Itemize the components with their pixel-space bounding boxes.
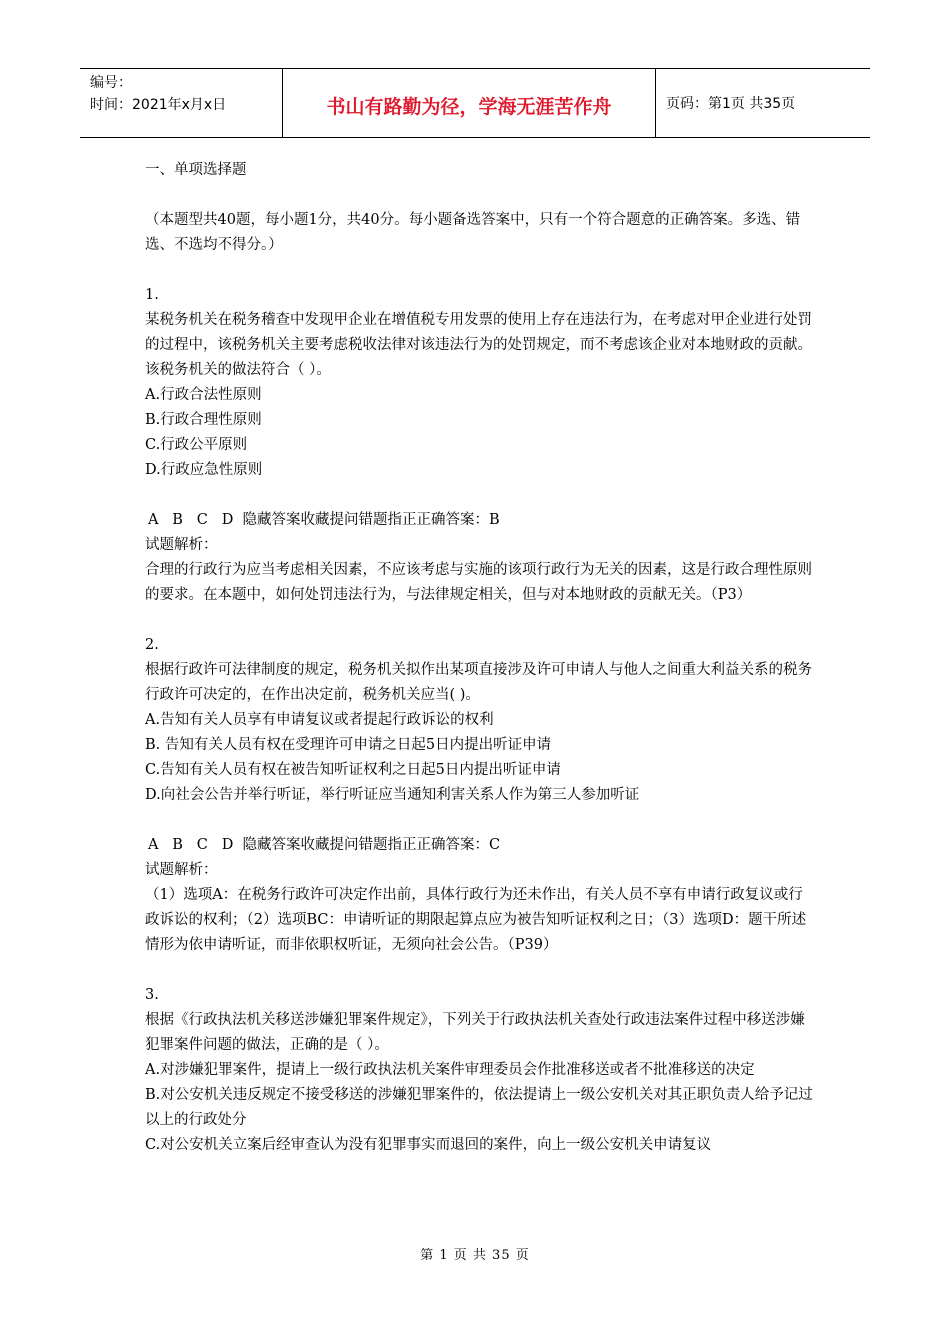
option-b: B.对公安机关违反规定不接受移送的涉嫌犯罪案件的，依法提请上一级公安机关对其正职负责人给予记过以上的行政处分	[145, 1087, 813, 1128]
option-d: D.行政应急性原则	[145, 462, 263, 478]
option-c: C.对公安机关立案后经审查认为没有犯罪事实而退回的案件，向上一级公安机关申请复议	[145, 1137, 712, 1153]
motto: 书山有路勤为径，学海无涯苦作舟	[283, 69, 656, 137]
option-d: D.向社会公告并举行听证，举行听证应当通知利害关系人作为第三人参加听证	[145, 787, 640, 803]
page-info: 页码：第1页 共35页	[666, 96, 796, 112]
question-number: 1.	[145, 287, 159, 303]
page-header	[80, 68, 870, 138]
question-3	[145, 983, 813, 1158]
page-footer: 第 1 页 共 35 页	[420, 1248, 530, 1263]
header-meta	[80, 69, 283, 137]
question-stem: 某税务机关在税务稽查中发现甲企业在增值税专用发票的使用上存在违法行为，在考虑对甲企业进行处罚的过程中，该税务机关主要考虑税收法律对该违法行为的处罚规定，而不考虑该企业对本地财政的贡献。该税务机关的做法符合（ ）。	[145, 312, 812, 378]
question-2	[145, 633, 813, 958]
option-c: C.行政公平原则	[145, 437, 248, 453]
option-b: B.行政合理性原则	[145, 412, 262, 428]
answer-line: A B C D 隐藏答案收藏提问错题指正正确答案：C	[148, 837, 501, 853]
analysis-label: 试题解析：	[145, 537, 218, 553]
time-label: 时间：2021年x月x日	[90, 97, 227, 113]
number-label: 编号：	[90, 75, 132, 91]
section-title: 一、单项选择题	[145, 162, 247, 178]
analysis-text: 合理的行政行为应当考虑相关因素，不应该考虑与实施的该项行政行为无关的因素，这是行政合理性原则的要求。在本题中，如何处罚违法行为，与法律规定相关，但与对本地财政的贡献无关。（P3）	[145, 562, 812, 603]
option-a: A.行政合法性原则	[145, 387, 262, 403]
option-a: A.告知有关人员享有申请复议或者提起行政诉讼的权利	[145, 712, 494, 728]
answer-line: A B C D 隐藏答案收藏提问错题指正正确答案：B	[148, 512, 500, 528]
question-stem: 根据《行政执法机关移送涉嫌犯罪案件规定》，下列关于行政执法机关查处行政违法案件过程中移送涉嫌犯罪案件问题的做法，正确的是（ ）。	[145, 1012, 805, 1053]
question-1	[145, 283, 813, 608]
section-intro: （本题型共40题，每小题1分，共40分。每小题备选答案中，只有一个符合题意的正确答案。多选、错选、不选均不得分。）	[145, 212, 801, 253]
document-body	[145, 158, 813, 1158]
option-b: B. 告知有关人员有权在受理许可申请之日起5日内提出听证申请	[145, 737, 552, 753]
analysis-text: （1）选项A：在税务行政许可决定作出前，具体行政行为还未作出，有关人员不享有申请行政复议或行政诉讼的权利；（2）选项BC：申请听证的期限起算点应为被告知听证权利之日；（3）选项D：题干所述情形为依申请听证，而非依职权听证，无须向社会公告。（P39）	[145, 887, 807, 953]
question-number: 2.	[145, 637, 159, 653]
option-c: C.告知有关人员有权在被告知听证权利之日起5日内提出听证申请	[145, 762, 561, 778]
option-a: A.对涉嫌犯罪案件，提请上一级行政执法机关案件审理委员会作批准移送或者不批准移送的决定	[145, 1062, 755, 1078]
question-number: 3.	[145, 987, 159, 1003]
question-stem: 根据行政许可法律制度的规定，税务机关拟作出某项直接涉及许可申请人与他人之间重大利益关系的税务行政许可决定的，在作出决定前，税务机关应当( )。	[145, 662, 812, 703]
analysis-label: 试题解析：	[145, 862, 218, 878]
